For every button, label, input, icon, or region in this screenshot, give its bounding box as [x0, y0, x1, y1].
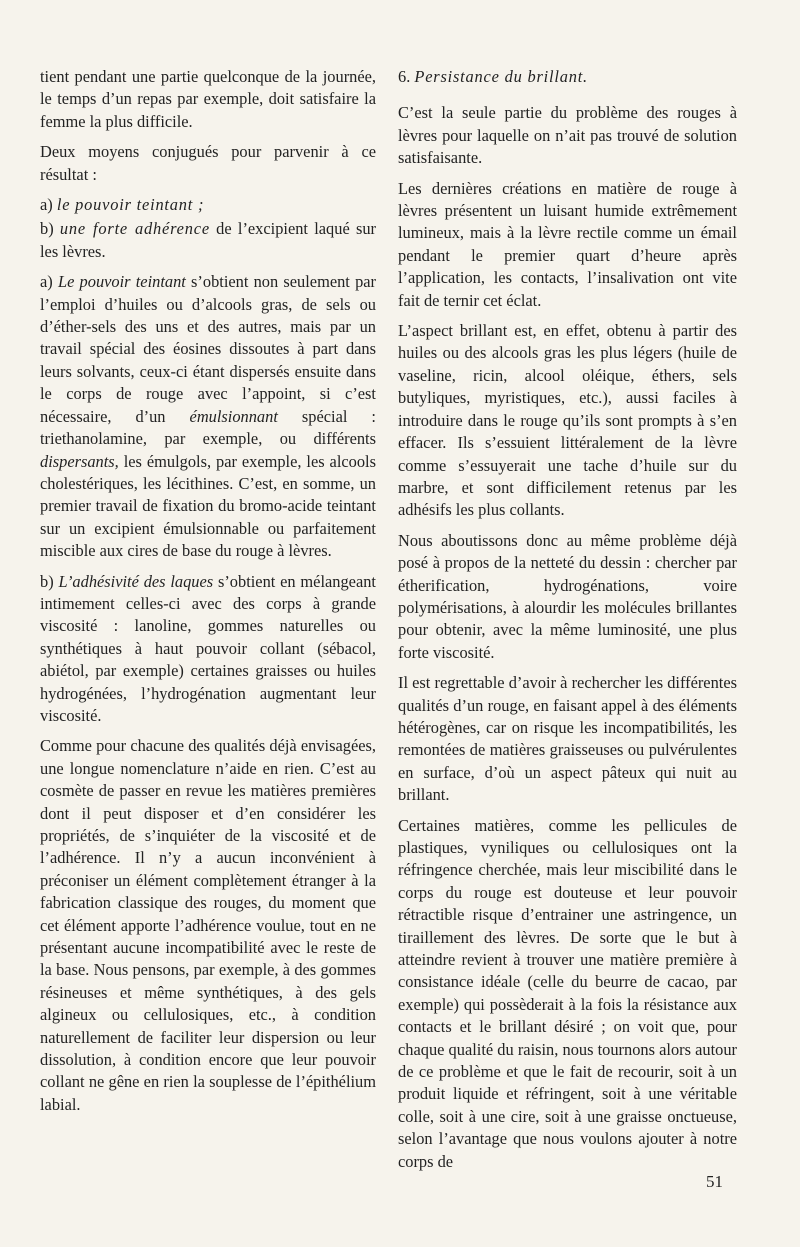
emphasis: émulsionnant	[189, 406, 278, 426]
list-label: a)	[40, 195, 53, 215]
paragraph: Il est regrettable d’avoir à rechercher les différentes qualités d’un rouge, en faisant appel à des éléments hétérogènes, car on risque les incompatibilités, les remontées de matières graisseuses ou pulvérulentes en surface, d’où un aspect pâteux qui nuit au brillant.	[398, 673, 737, 805]
section-title: Persistance du brillant.	[414, 67, 588, 86]
section-number: 6.	[398, 67, 411, 86]
paragraph: tient pendant une partie quelconque de la journée, le temps d’un repas par exemple, doit satisfaire la femme la plus difficile.	[40, 67, 376, 131]
emphasis: Le pouvoir teintant	[57, 272, 186, 292]
paragraph: Comme pour chacune des qualités déjà envisagées, une longue nomenclature n’aide en rien. C’est au cosmète de passer en revue les matières premières dont il peut disposer et d’en considérer les propriétés, de s’inquiéter de la viscosité et de l’adhérence. Il n’y a aucun inconvénient à préconiser un élément complètement étranger à la fabrication classique des rouges, du moment que cet élément apporte l’adhérence voulue, tout en ne présentant aucune incompatibilité avec le reste de la base. Nous pensons, par exemple, à des gommes résineuses et même synthétiques, à des gels algineux ou cellulosiques, etc., à condition naturellement de faciliter leur dispersion ou leur dissolution, à condition encore que leur pouvoir collant ne gêne en rien la souplesse de l’épithélium labial.	[40, 736, 376, 1114]
emphasis: L’adhésivité des laques	[58, 571, 214, 591]
section-heading	[398, 66, 737, 88]
list-label: b)	[40, 219, 54, 239]
paragraph: C’est la seule partie du problème des rouges à lèvres pour laquelle on n’ait pas trouvé de solution satisfaisante.	[398, 103, 737, 168]
paragraph	[40, 571, 376, 728]
paragraph: Nous aboutissons donc au même problème déjà posé à propos de la netteté du dessin : chercher par étherification, hydrogénations, voire polymérisations, à alourdir les molécules brillantes pour obtenir, avec la même luminosité, une plus forte viscosité.	[398, 530, 737, 662]
list-item-text: le pouvoir teintant ;	[56, 195, 205, 215]
paragraph: Deux moyens conjugués pour parvenir à ce résultat :	[40, 142, 376, 184]
paragraph: Certaines matières, comme les pellicules de plastiques, vyniliques ou cellulosiques ont la réfringence cherchée, mais leur miscibilité dans le corps du rouge est douteuse et leur pouvoir rétractible risque d’entrainer une astringence, un tiraillement des lèvres. De sorte que le but à atteindre revient à trouver une matière première à consistance idéale (celle du beurre de cacao, par exemple) qui possèderait à la fois la résistance aux contacts et le brillant désiré ; on voit que, pour chaque qualité du raisin, nous tournons alors autour de ce problème et que le fait de recourir, soit à un produit liquide et réfringent, soit à une véritable colle, soit à une cire, soit à une graisse onctueuse, selon l’avantage que nous voulons ajouter à notre corps de	[398, 815, 737, 1171]
list-item-text: de l’excipient laqué sur les lèvres.	[40, 219, 377, 261]
text-run: spécial : triethanolamine, par exemple, ou différents	[40, 406, 376, 449]
left-column	[40, 66, 376, 1124]
text-run: les émulgols, par exemple, les alcools cholestériques, les lécithines. C’est, en somme, un premier travail de fixation du bromo-acide teintant sur un excipient émulsionnable ou parfaitement miscible aux cires de base du rouge à lèvres.	[40, 451, 376, 561]
text-run: s’obtient non seulement par l’emploi d’huiles ou d’alcools gras, de sels ou d’éther-sels des uns et des autres, mais par un travail spécial des éosines dissoutes à part dans leurs solvants, ceux-ci étant dispersés ensuite dans le corps de rouge avec l’appoint, si c’est nécessaire, d’un	[40, 272, 376, 426]
paragraph-label: a)	[40, 272, 53, 292]
paragraph-label: b)	[40, 571, 54, 591]
page-number: 51	[706, 1172, 723, 1191]
paragraph	[40, 271, 376, 562]
emphasis: dispersants,	[40, 451, 119, 471]
list-item-a	[40, 194, 376, 216]
list-item-b	[40, 218, 376, 263]
list-item-emphasis: une forte adhérence	[59, 219, 210, 239]
right-column	[398, 66, 737, 1181]
text-run: s’obtient en mélangeant intimement celles-ci avec des corps à grande viscosité : lanoline, gommes naturelles ou synthétiques à haut pouvoir collant (sébacol, abiétol, par exemple) certaines graisses ou huiles hydrogénées, l’hydrogénation augmentant leur viscosité.	[40, 571, 376, 725]
paragraph: L’aspect brillant est, en effet, obtenu à partir des huiles ou des alcools gras les plus légers (huile de vaseline, ricin, alcool oléique, éthers, sels butyliques, myristiques, etc.), aussi faciles à introduire dans le rouge qu’ils sont prompts à s’en effacer. Ils s’essuient littéralement de la lèvre comme s’essuyerait une tache d’huile sur du marbre, et sont difficilement retenus par les adhésifs les plus collants.	[398, 321, 737, 520]
paragraph: Les dernières créations en matière de rouge à lèvres présentent un luisant humide extrêmement lumineux, mais à la lèvre rectile comme un émail pendant le premier quart d’heure après l’application, les contacts, l’insalivation ont vite fait de ternir cet éclat.	[398, 178, 737, 310]
